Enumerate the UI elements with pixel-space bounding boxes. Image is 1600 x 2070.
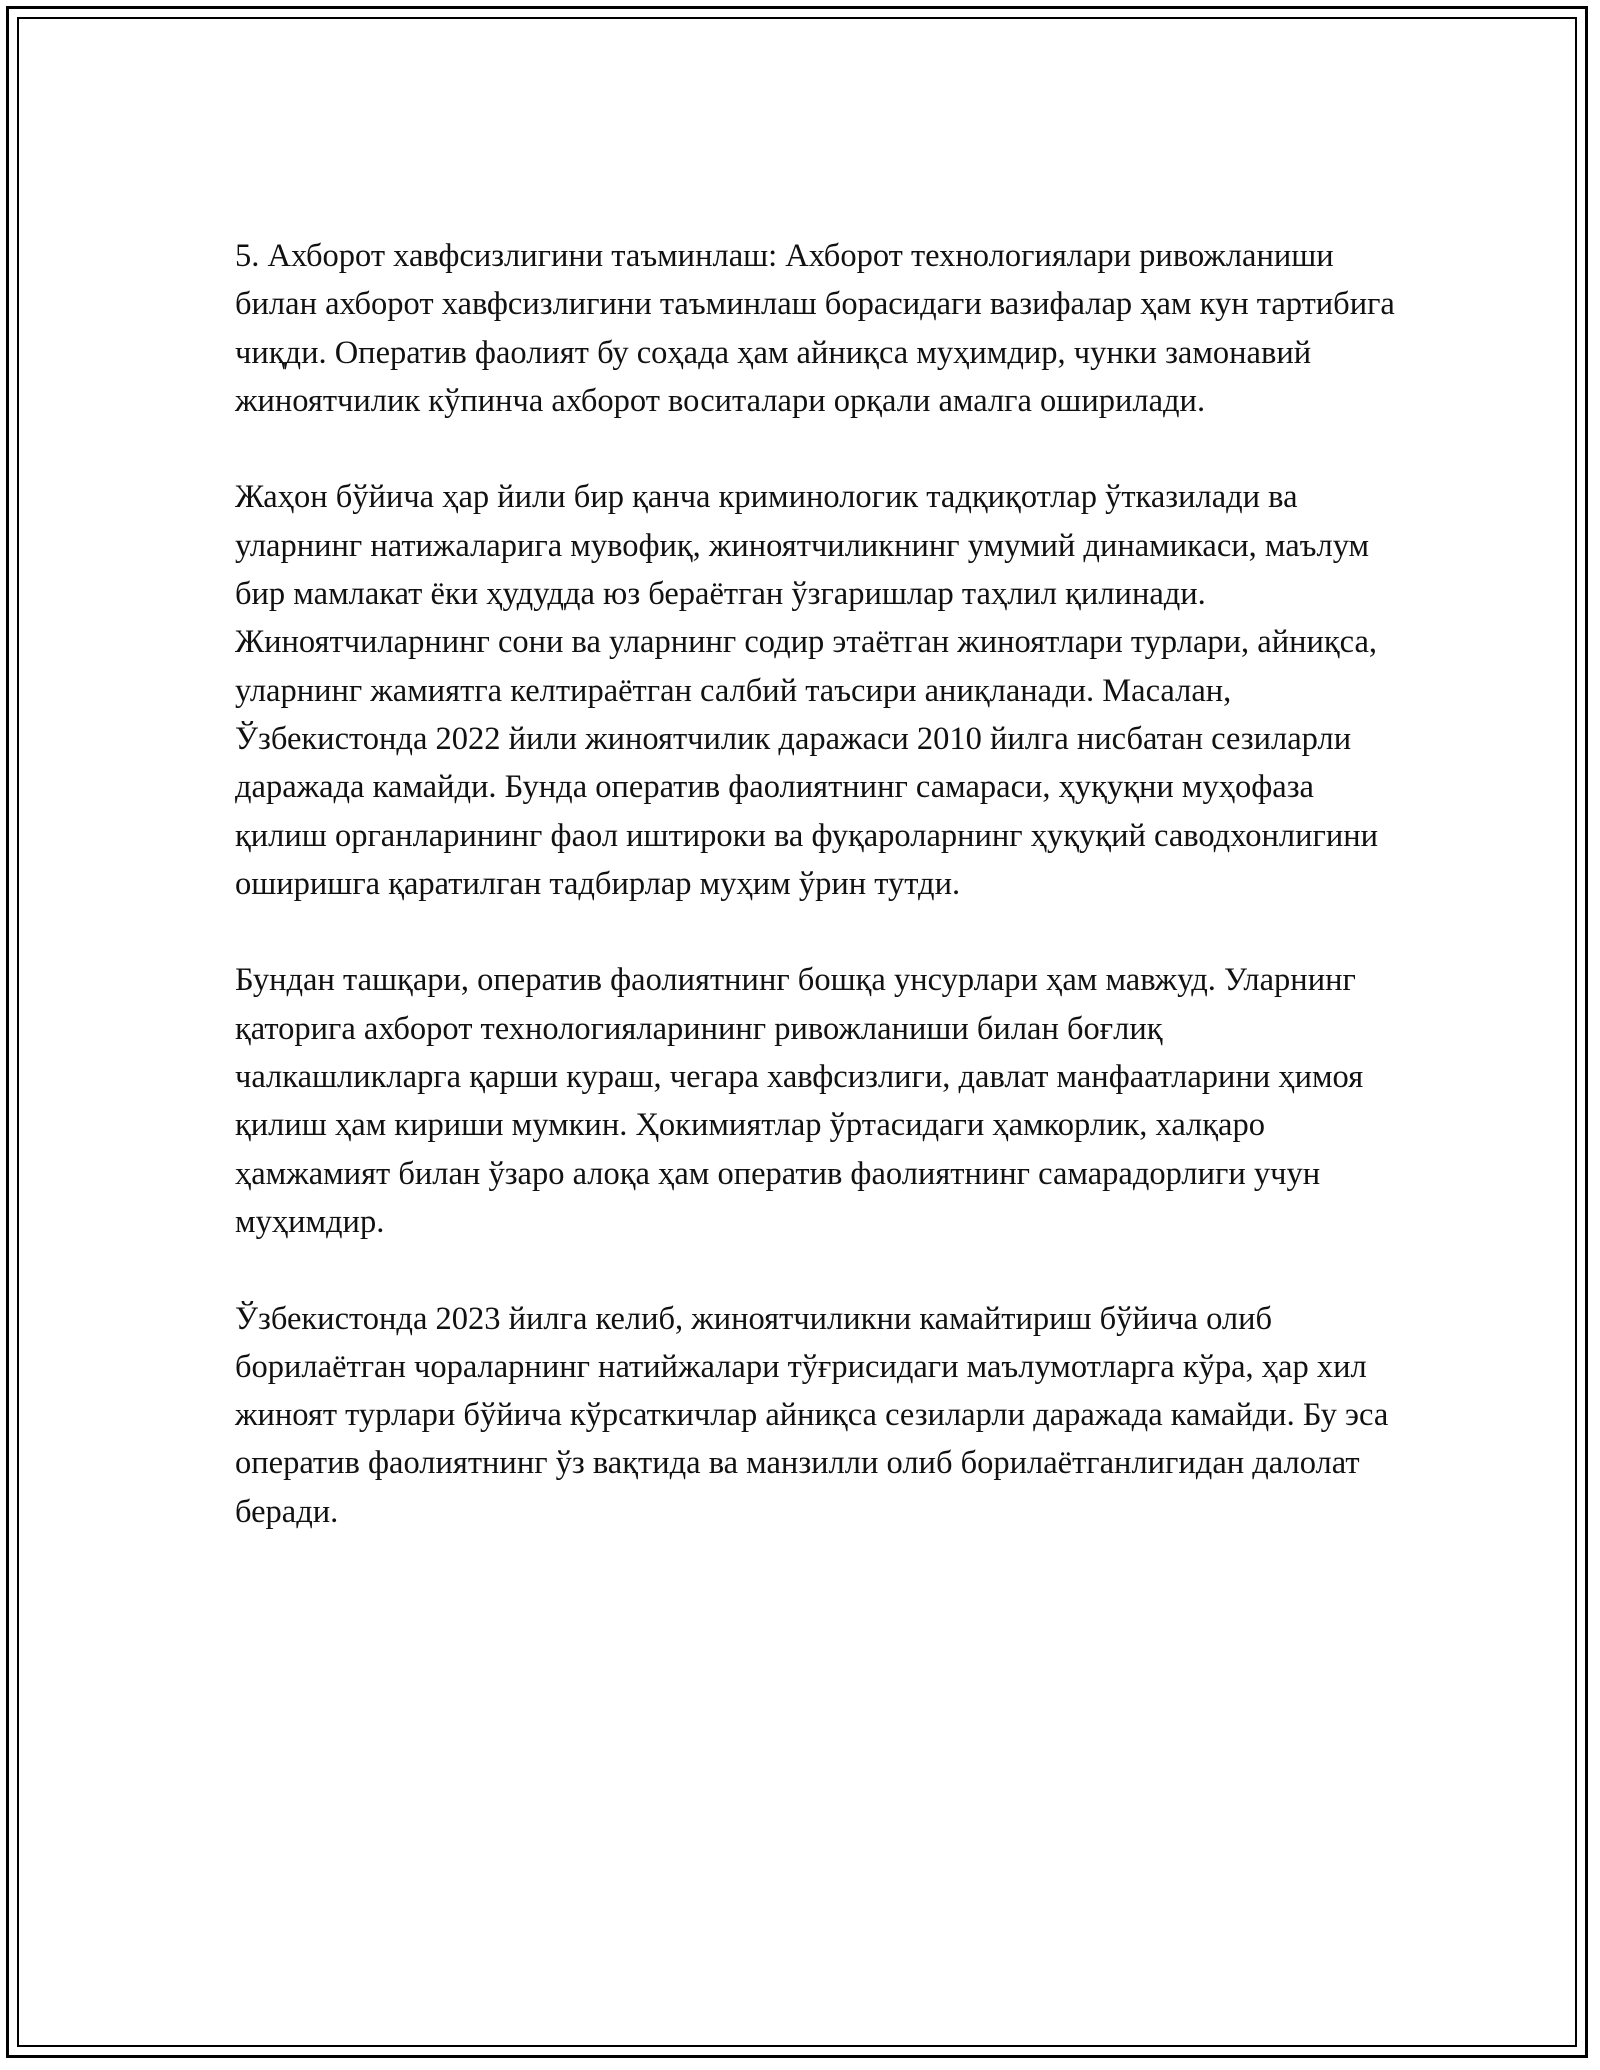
paragraph-information-security: 5. Ахборот хавфсизлигини таъминлаш: Ахборот технологиялари ривожланиши билан ахборот хавфсизлигини таъминлаш борасидаги вазифалар ҳам кун тартибига чиқди. Оператив фаолият бу соҳада ҳам айниқса муҳимдир, чунки замонавий жиноятчилик кўпинча ахборот воситалари орқали амалга оширилади. [235, 238, 1395, 419]
paragraph-other-elements: Бундан ташқари, оператив фаолиятнинг бошқа унсурлари ҳам мавжуд. Уларнинг қаторига ахборот технологияларининг ривожланиши билан боғлиқ чалкашликларга қарши кураш, чегара хавфсизлиги, давлат манфаатларини ҳимоя қилиш ҳам кириши мумкин. Ҳокимиятлар ўртасидаги ҳамкорлик, халқаро ҳамжамият билан ўзаро алоқа ҳам оператив фаолиятнинг самарадорлиги учун муҳимдир. [235, 962, 1364, 1240]
document-body [235, 232, 1395, 1584]
paragraph-results-2023: Ўзбекистонда 2023 йилга келиб, жиноятчиликни камайтириш бўйича олиб борилаётган чораларнинг натийжалари тўғрисидаги маълумотларга кўра, ҳар хил жиноят турлари бўйича кўрсаткичлар айниқса сезиларли даражада камайди. Бу эса оператив фаолиятнинг ўз вақтида ва манзилли олиб борилаётганлигидан далолат беради. [235, 1300, 1389, 1530]
paragraph-criminological-research: Жаҳон бўйича ҳар йили бир қанча криминологик тадқиқотлар ўтказилади ва уларнинг натижаларига мувофиқ, жиноятчиликнинг умумий динамикаси, маълум бир мамлакат ёки ҳудудда юз бераётган ўзгаришлар таҳлил қилинади. Жиноятчиларнинг сони ва уларнинг содир этаётган жиноятлари турлари, айниқса, уларнинг жамиятга келтираётган салбий таъсири аниқланади. Масалан, Ўзбекистонда 2022 йили жиноятчилик даражаси 2010 йилга нисбатан сезиларли даражада камайди. Бунда оператив фаолиятнинг самараси, ҳуқуқни муҳофаза қилиш органларининг фаол иштироки ва фуқароларнинг ҳуқуқий саводхонлигини оширишга қаратилган тадбирлар муҳим ўрин тутди. [235, 479, 1378, 902]
